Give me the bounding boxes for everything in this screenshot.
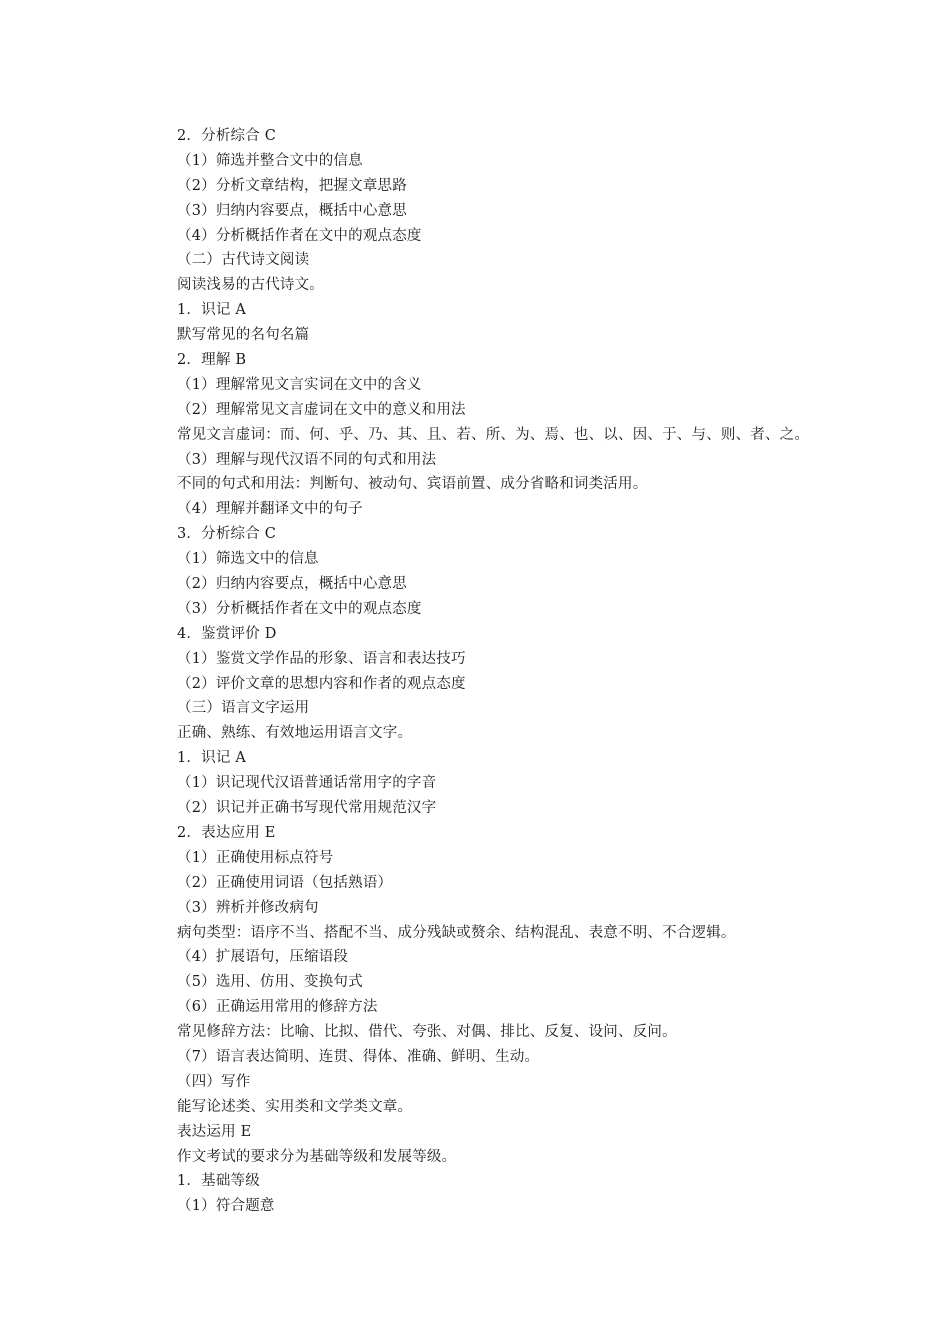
paragraph: 阅读浅易的古代诗文。 — [177, 277, 324, 294]
section-heading-understand: 2．理解 B — [177, 352, 247, 369]
section-heading-analysis-2: 3．分析综合 C — [177, 526, 277, 543]
list-item: （4）理解并翻译文中的句子 — [177, 501, 363, 518]
list-item: （1）鉴赏文学作品的形象、语言和表达技巧 — [177, 650, 466, 667]
list-item: （2）识记并正确书写现代常用规范汉字 — [177, 800, 437, 817]
list-item: （1）符合题意 — [177, 1198, 275, 1215]
section-heading-language-use: （三）语言文字运用 — [177, 700, 310, 717]
list-item: （2）评价文章的思想内容和作者的观点态度 — [177, 675, 466, 692]
paragraph: 不同的句式和用法：判断句、被动句、宾语前置、成分省略和词类活用。 — [177, 476, 648, 493]
paragraph: 常见文言虚词：而、何、乎、乃、其、且、若、所、为、焉、也、以、因、于、与、则、者、之。 — [177, 426, 810, 443]
paragraph: 常见修辞方法：比喻、比拟、借代、夸张、对偶、排比、反复、设问、反问。 — [177, 1024, 677, 1041]
section-heading-memorize-2: 1．识记 A — [177, 750, 247, 767]
list-item: （2）理解常见文言虚词在文中的意义和用法 — [177, 401, 466, 418]
list-item: （6）正确运用常用的修辞方法 — [177, 999, 378, 1016]
section-heading-analysis: 2．分析综合 C — [177, 128, 277, 144]
paragraph: 能写论述类、实用类和文学类文章。 — [177, 1098, 413, 1115]
list-item: （2）归纳内容要点，概括中心意思 — [177, 576, 407, 593]
list-item: （4）扩展语句，压缩语段 — [177, 949, 349, 966]
section-heading-expression: 2．表达应用 E — [177, 824, 276, 841]
paragraph: 病句类型：语序不当、搭配不当、成分残缺或赘余、结构混乱、表意不明、不合逻辑。 — [177, 924, 736, 941]
section-heading-expression-use: 表达运用 E — [177, 1123, 252, 1140]
list-item: （1）正确使用标点符号 — [177, 849, 334, 866]
section-heading-basic-level: 1．基础等级 — [177, 1173, 260, 1190]
list-item: （1）筛选文中的信息 — [177, 551, 319, 568]
list-item: （1）理解常见文言实词在文中的含义 — [177, 376, 422, 393]
section-heading-writing: （四）写作 — [177, 1073, 251, 1090]
list-item: （3）归纳内容要点，概括中心意思 — [177, 202, 407, 219]
document-body — [177, 124, 837, 1219]
paragraph: 作文考试的要求分为基础等级和发展等级。 — [177, 1148, 457, 1165]
list-item: （3）分析概括作者在文中的观点态度 — [177, 600, 422, 617]
section-heading-memorize: 1．识记 A — [177, 302, 247, 319]
list-item: （2）分析文章结构，把握文章思路 — [177, 177, 407, 194]
section-heading-classical-reading: （二）古代诗文阅读 — [177, 252, 310, 269]
list-item: （2）正确使用词语（包括熟语） — [177, 874, 393, 891]
paragraph: 默写常见的名句名篇 — [177, 327, 310, 344]
list-item: （3）理解与现代汉语不同的句式和用法 — [177, 451, 437, 468]
list-item: （1）筛选并整合文中的信息 — [177, 152, 363, 169]
list-item: （3）辨析并修改病句 — [177, 899, 319, 916]
list-item: （1）识记现代汉语普通话常用字的字音 — [177, 775, 437, 792]
list-item: （7）语言表达简明、连贯、得体、准确、鲜明、生动。 — [177, 1048, 540, 1065]
list-item: （5）选用、仿用、变换句式 — [177, 974, 363, 991]
paragraph: 正确、熟练、有效地运用语言文字。 — [177, 725, 413, 742]
section-heading-appreciation: 4．鉴赏评价 D — [177, 625, 277, 642]
list-item: （4）分析概括作者在文中的观点态度 — [177, 227, 422, 244]
